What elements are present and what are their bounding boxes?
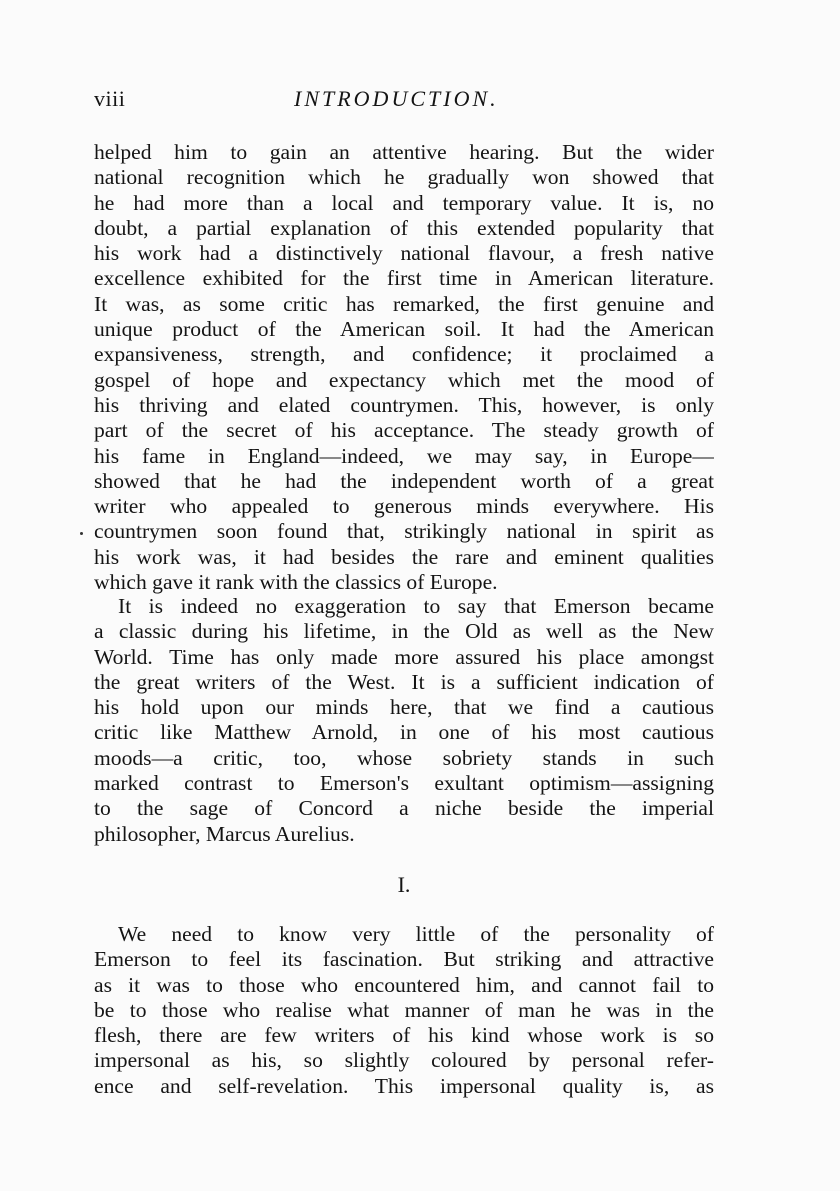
text-line: showed that he had the independent worth of a great	[94, 468, 714, 493]
text-line: countrymen soon found that, strikingly national in spirit as	[94, 519, 714, 544]
text-line: impersonal as his, so slightly coloured by personal refer-	[94, 1048, 714, 1073]
text-line: philosopher, Marcus Aurelius.	[94, 821, 355, 846]
text-line: World. Time has only made more assured his place amongst	[94, 644, 714, 669]
text-line: marked contrast to Emerson's exultant optimism—assigning	[94, 771, 714, 796]
text-line: as it was to those who encountered him, and cannot fail to	[94, 972, 714, 997]
paragraph	[94, 594, 714, 847]
running-title: INTRODUCTION.	[294, 86, 499, 111]
text-line: to the sage of Concord a niche beside the imperial	[94, 796, 714, 821]
text-line: a classic during his lifetime, in the Old as well as the New	[94, 619, 714, 644]
text-line: he had more than a local and temporary value. It is, no	[94, 190, 714, 215]
text-line: his work was, it had besides the rare and eminent qualities	[94, 544, 714, 569]
paragraph	[94, 922, 714, 1099]
text-line: critic like Matthew Arnold, in one of his most cautious	[94, 720, 714, 745]
running-head	[94, 86, 714, 116]
text-line: moods—a critic, too, whose sobriety stands in such	[94, 745, 714, 770]
text-line: which gave it rank with the classics of Europe.	[94, 570, 498, 595]
text-line: be to those who realise what manner of man he was in the	[94, 997, 714, 1022]
text-line: We need to know very little of the personality of	[118, 922, 714, 946]
text-line: part of the secret of his acceptance. The steady growth of	[94, 418, 714, 443]
text-line: It was, as some critic has remarked, the first genuine and	[94, 291, 714, 316]
text-line: the great writers of the West. It is a sufficient indication of	[94, 669, 714, 694]
page-number: viii	[94, 86, 126, 111]
text-line: his fame in England—indeed, we may say, in Europe—	[94, 443, 714, 468]
text-line: unique product of the American soil. It had the American	[94, 317, 714, 342]
text-line: It is indeed no exaggeration to say that Emerson became	[118, 594, 714, 618]
text-line: national recognition which he gradually won showed that	[94, 165, 714, 190]
paragraph	[94, 140, 714, 595]
text-line: helped him to gain an attentive hearing. But the wider	[94, 140, 714, 164]
text-line: excellence exhibited for the first time in American literature.	[94, 266, 714, 291]
margin-mark	[80, 532, 83, 535]
text-line: gospel of hope and expectancy which met the mood of	[94, 367, 714, 392]
text-line: doubt, a partial explanation of this extended popularity that	[94, 215, 714, 240]
text-line: Emerson to feel its fascination. But striking and attractive	[94, 947, 714, 972]
text-line: expansiveness, strength, and confidence; it proclaimed a	[94, 342, 714, 367]
text-line: flesh, there are few writers of his kind whose work is so	[94, 1023, 714, 1048]
text-line: his thriving and elated countrymen. This, however, is only	[94, 392, 714, 417]
text-line: his work had a distinctively national flavour, a fresh native	[94, 241, 714, 266]
text-line: writer who appealed to generous minds everywhere. His	[94, 494, 714, 519]
section-heading: I.	[397, 872, 411, 897]
text-line: ence and self-revelation. This impersonal quality is, as	[94, 1073, 714, 1098]
text-line: his hold upon our minds here, that we find a cautious	[94, 695, 714, 720]
